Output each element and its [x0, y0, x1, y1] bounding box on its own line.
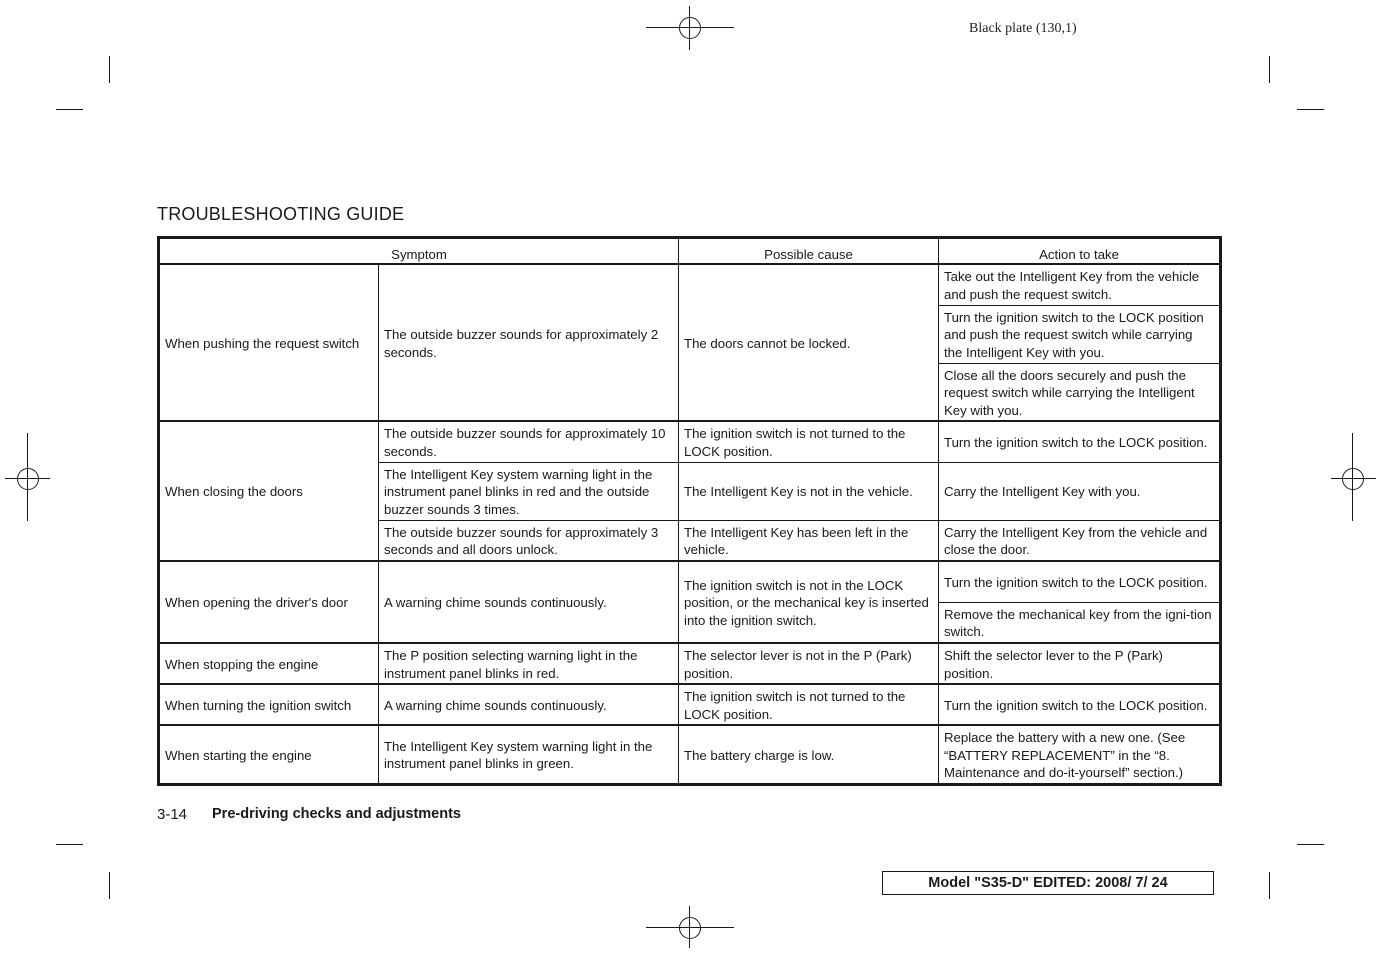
cause-cell: The Intelligent Key has been left in the vehicle. [679, 520, 939, 561]
header-symptom: Symptom [159, 238, 679, 265]
symptom-cell: The P position selecting warning light in the instrument panel blinks in red. [379, 643, 679, 684]
symptom-cell: The Intelligent Key system warning light in the instrument panel blinks in green. [379, 725, 679, 784]
situation-cell: When pushing the request switch [159, 264, 379, 421]
action-cell: Shift the selector lever to the P (Park) position. [939, 643, 1221, 684]
table-row [159, 264, 1221, 305]
page-number: 3-14 [157, 806, 188, 823]
troubleshooting-table [157, 236, 1222, 786]
cause-cell: The doors cannot be locked. [679, 264, 939, 421]
cause-cell: The ignition switch is not turned to the LOCK position. [679, 421, 939, 462]
action-cell: Turn the ignition switch to the LOCK position. [939, 684, 1221, 725]
symptom-cell: The Intelligent Key system warning light in the instrument panel blinks in red and the outside buzzer sounds 3 times. [379, 462, 679, 520]
symptom-cell: The outside buzzer sounds for approximately 10 seconds. [379, 421, 679, 462]
cause-cell: The ignition switch is not turned to the LOCK position. [679, 684, 939, 725]
action-cell: Take out the Intelligent Key from the vehicle and push the request switch. [939, 264, 1221, 305]
table-header-row [159, 238, 1221, 265]
action-cell: Turn the ignition switch to the LOCK position. [939, 421, 1221, 462]
action-cell: Turn the ignition switch to the LOCK position and push the request switch while carrying the Intelligent Key with you. [939, 305, 1221, 363]
action-cell: Replace the battery with a new one. (See “BATTERY REPLACEMENT” in the “8. Maintenance and do-it-yourself” section.) [939, 725, 1221, 784]
action-cell: Close all the doors securely and push the request switch while carrying the Intelligent Key with you. [939, 363, 1221, 421]
symptom-cell: The outside buzzer sounds for approximately 2 seconds. [379, 264, 679, 421]
header-action: Action to take [939, 238, 1221, 265]
table-row [159, 643, 1221, 684]
cause-cell: The selector lever is not in the P (Park) position. [679, 643, 939, 684]
symptom-cell: The outside buzzer sounds for approximately 3 seconds and all doors unlock. [379, 520, 679, 561]
table-row [159, 561, 1221, 602]
situation-cell: When starting the engine [159, 725, 379, 784]
table-row [159, 421, 1221, 462]
situation-cell: When opening the driver's door [159, 561, 379, 643]
situation-cell: When closing the doors [159, 421, 379, 561]
action-cell: Carry the Intelligent Key from the vehicle and close the door. [939, 520, 1221, 561]
cause-cell: The ignition switch is not in the LOCK position, or the mechanical key is inserted into the ignition switch. [679, 561, 939, 643]
header-cause: Possible cause [679, 238, 939, 265]
symptom-cell: A warning chime sounds continuously. [379, 561, 679, 643]
situation-cell: When turning the ignition switch [159, 684, 379, 725]
cause-cell: The battery charge is low. [679, 725, 939, 784]
table-row [159, 725, 1221, 784]
action-cell: Remove the mechanical key from the igni-tion switch. [939, 602, 1221, 643]
table-row [159, 684, 1221, 725]
page-title: TROUBLESHOOTING GUIDE [157, 204, 405, 224]
situation-cell: When stopping the engine [159, 643, 379, 684]
plate-label: Black plate (130,1) [969, 21, 1077, 36]
cause-cell: The Intelligent Key is not in the vehicle. [679, 462, 939, 520]
model-stamp: Model "S35-D" EDITED: 2008/ 7/ 24 [882, 871, 1214, 895]
action-cell: Turn the ignition switch to the LOCK position. [939, 561, 1221, 602]
section-name: Pre-driving checks and adjustments [212, 806, 461, 822]
action-cell: Carry the Intelligent Key with you. [939, 462, 1221, 520]
symptom-cell: A warning chime sounds continuously. [379, 684, 679, 725]
